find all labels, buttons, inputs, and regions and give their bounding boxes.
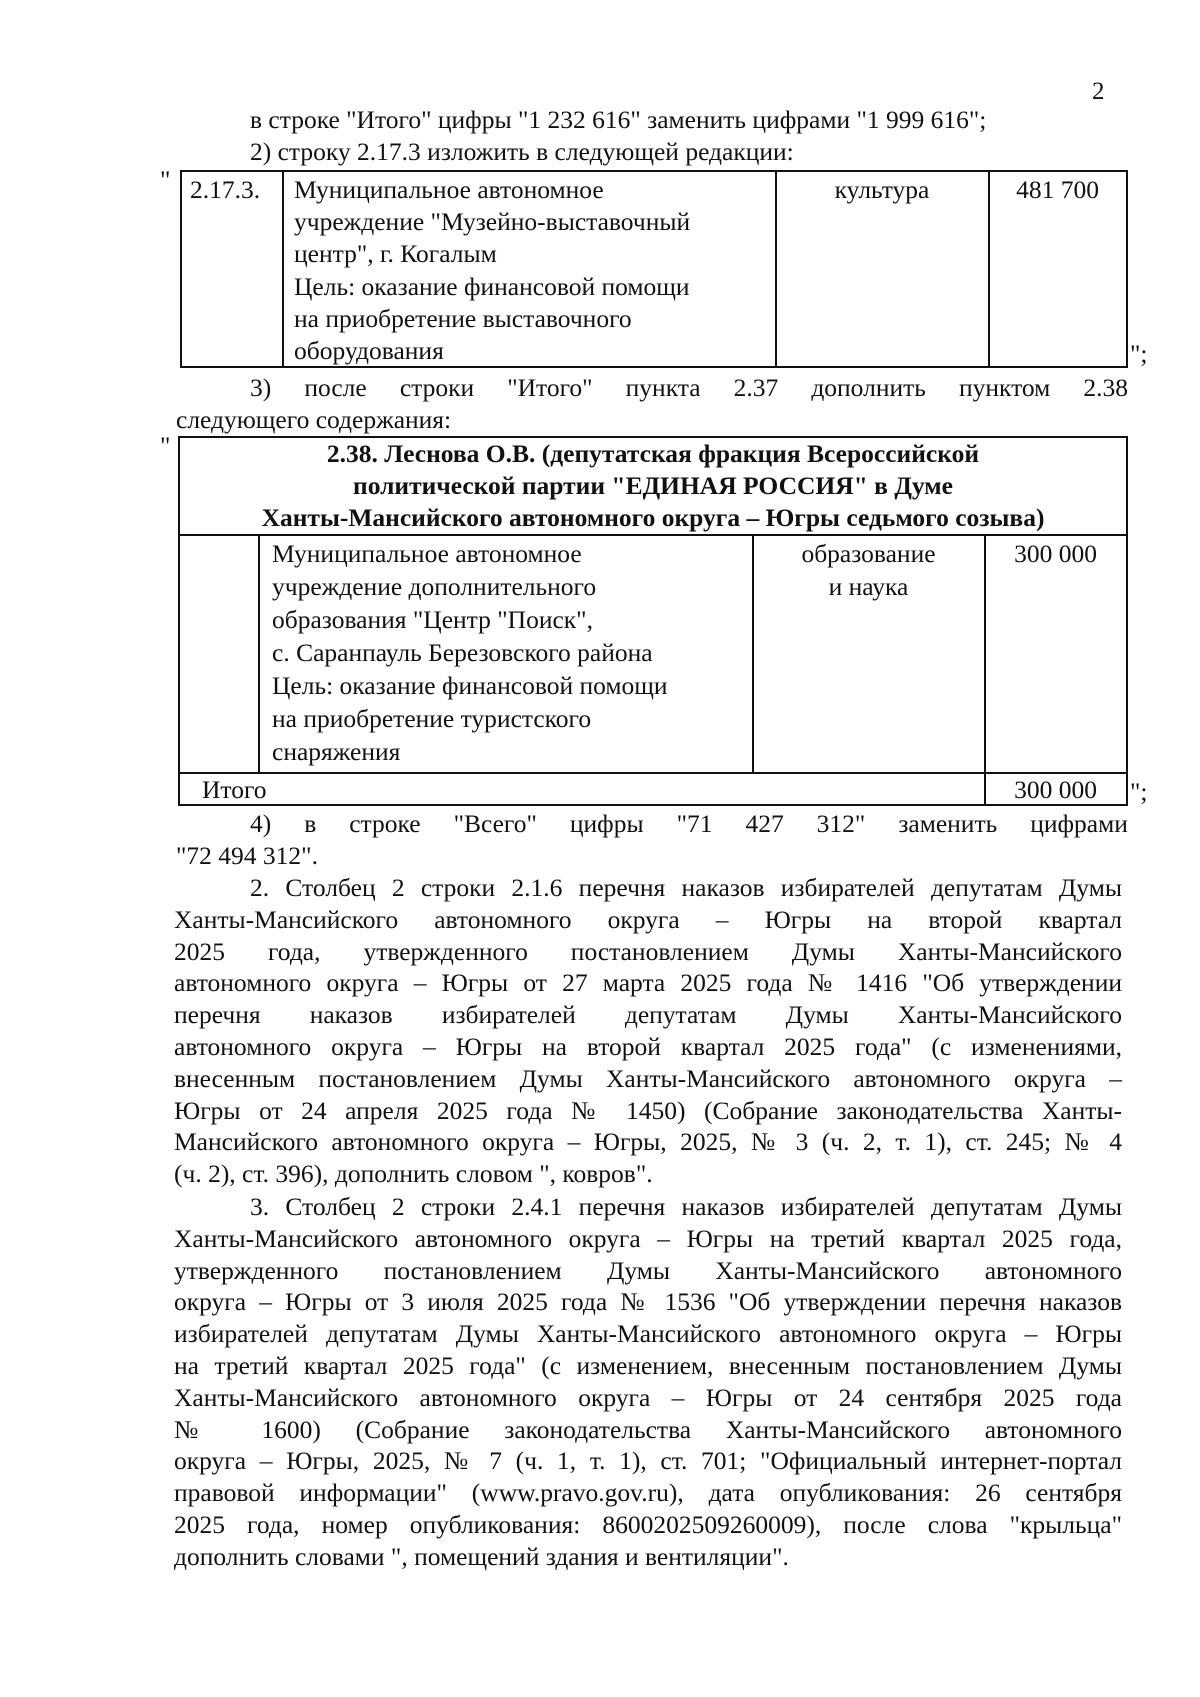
table1-code: 2.17.3.	[190, 175, 261, 204]
paragraph-2	[174, 872, 1122, 1190]
table2-sector-line: образование	[801, 539, 936, 568]
page-number: 2	[1092, 78, 1105, 105]
table2-amount: 300 000	[1014, 539, 1097, 568]
paragraph-line: Ханты-Мансийского автономного округа – Югры от 24 сентября 2025 года	[174, 1382, 1122, 1412]
intro-line-2: 2) строку 2.17.3 изложить в следующей редакции:	[250, 137, 794, 166]
table1-description-line: центр", г. Когалым	[294, 239, 497, 268]
table2-header-line: 2.38. Леснова О.В. (депутатская фракция Всероссийской	[326, 439, 980, 468]
paragraph-line: Мансийского автономного округа – Югры, 2025, № 3 (ч. 2, т. 1), ст. 245; № 4	[174, 1127, 1122, 1157]
table2-description-line: на приобретение туристского	[272, 704, 592, 733]
table1-amount: 481 700	[1016, 175, 1099, 204]
paragraph-line: № 1600) (Собрание законодательства Ханты-Мансийского автономного	[174, 1414, 1122, 1444]
table2-description-line: образования "Центр "Поиск",	[272, 605, 593, 634]
paragraph-line: 2025 года, номер опубликования: 8600202509260009), после слова "крыльца"	[174, 1509, 1122, 1539]
item3-line-1: 3) после строки "Итого" пункта 2.37 дополнить пунктом 2.38	[250, 373, 1128, 402]
table1-description-line: на приобретение выставочного	[294, 304, 632, 333]
table2-total-label: Итого	[202, 775, 267, 804]
paragraph-line: избирателей депутатам Думы Ханты-Мансийского автономного округа – Югры	[174, 1319, 1122, 1349]
paragraph-line: Ханты-Мансийского автономного округа – Югры на второй квартал	[174, 904, 1122, 934]
table2-description-line: снаряжения	[272, 737, 401, 766]
table1-description-line: Муниципальное автономное	[294, 175, 604, 204]
table1-description-line: оборудования	[294, 336, 444, 365]
item4-line-1: 4) в строке "Всего" цифры "71 427 312" заменить цифрами	[250, 809, 1128, 838]
table1-description-line: учреждение "Музейно-выставочный	[294, 207, 691, 236]
paragraph-line: 2. Столбец 2 строки 2.1.6 перечня наказов избирателей депутатам Думы	[250, 873, 1122, 902]
paragraph-line: автономного округа – Югры от 27 марта 2025 года № 1416 "Об утверждении	[174, 968, 1122, 998]
item3-line-2: следующего содержания:	[176, 405, 452, 434]
paragraph-3	[174, 1191, 1122, 1573]
table2-close-quote: ";	[1130, 777, 1148, 806]
table2-sector-line: и наука	[828, 572, 909, 601]
paragraph-line: Ханты-Мансийского автономного округа – Югры на третий квартал 2025 года,	[174, 1223, 1122, 1253]
paragraph-line: округа – Югры от 3 июля 2025 года № 1536 "Об утверждении перечня наказов	[174, 1287, 1122, 1317]
table2-description-line: учреждение дополнительного	[272, 572, 597, 601]
paragraph-line: автономного округа – Югры на второй квартал 2025 года" (с изменениями,	[174, 1031, 1122, 1061]
table2-description-line: Цель: оказание финансовой помощи	[272, 671, 668, 700]
table1-close-quote: ";	[1130, 339, 1148, 368]
table1-description-line: Цель: оказание финансовой помощи	[294, 272, 690, 301]
paragraph-line: утвержденного постановлением Думы Ханты-Мансийского автономного	[174, 1255, 1122, 1285]
table2-total-amount: 300 000	[1014, 775, 1097, 804]
table2-header-line: Ханты-Мансийского автономного округа – Югры седьмого созыва)	[261, 503, 1045, 532]
paragraph-line: округа – Югры, 2025, № 7 (ч. 1, т. 1), ст. 701; "Официальный интернет-портал	[174, 1446, 1122, 1476]
paragraph-line: перечня наказов избирателей депутатам Думы Ханты-Мансийского	[174, 1000, 1122, 1030]
paragraph-line: Югры от 24 апреля 2025 года № 1450) (Собрание законодательства Ханты-	[174, 1095, 1122, 1125]
table1-open-quote: "	[160, 165, 171, 194]
item4-line-2: "72 494 312".	[176, 841, 318, 870]
table2-description-line: Муниципальное автономное	[272, 539, 582, 568]
paragraph-line: правовой информации" (www.pravo.gov.ru), дата опубликования: 26 сентября	[174, 1478, 1122, 1508]
paragraph-line: на третий квартал 2025 года" (с изменением, внесенным постановлением Думы	[174, 1350, 1122, 1380]
intro-line-1: в строке "Итого" цифры "1 232 616" заменить цифрами "1 999 616";	[250, 105, 987, 134]
paragraph-line: дополнить словами ", помещений здания и вентиляции".	[174, 1541, 789, 1571]
paragraph-line: 2025 года, утвержденного постановлением Думы Ханты-Мансийского	[174, 936, 1122, 966]
table2-open-quote: "	[160, 431, 171, 460]
paragraph-line: (ч. 2), ст. 396), дополнить словом ", ковров".	[174, 1159, 653, 1189]
table2-description-line: с. Саранпауль Березовского района	[272, 638, 653, 667]
table2-header-line: политической партии "ЕДИНАЯ РОССИЯ" в Думе	[353, 471, 953, 500]
paragraph-line: внесенным постановлением Думы Ханты-Мансийского автономного округа –	[174, 1063, 1122, 1093]
paragraph-line: 3. Столбец 2 строки 2.4.1 перечня наказов избирателей депутатам Думы	[250, 1192, 1122, 1221]
table1-sector: культура	[834, 175, 930, 204]
